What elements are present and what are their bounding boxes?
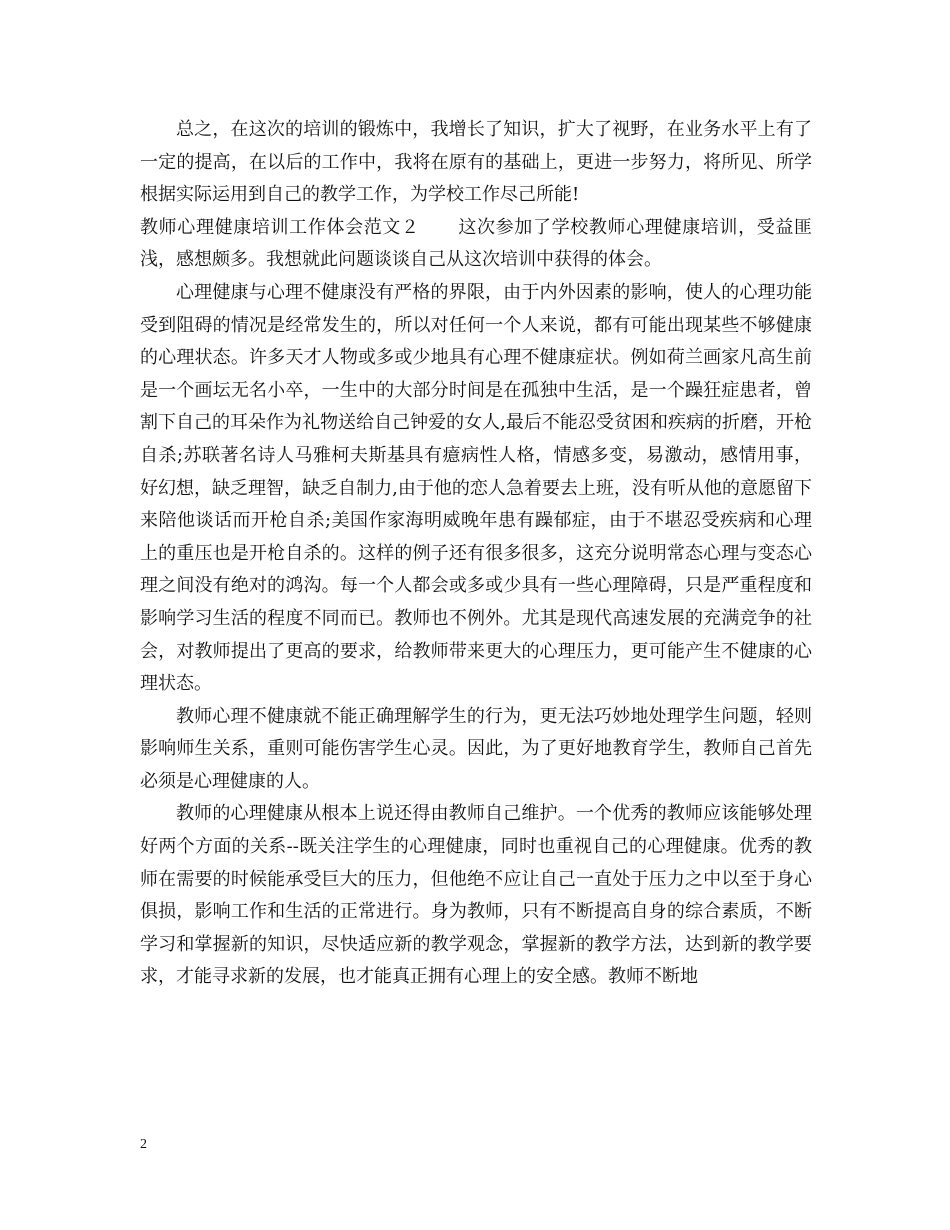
paragraph-teacher-impact: 教师心理不健康就不能正确理解学生的行为，更无法巧妙地处理学生问题，轻则影响师生关系，重则可能伤害学生心灵。因此，为了更好地教育学生，教师自己首先必须是心理健康的人。 <box>140 705 812 792</box>
section-title: 教师心理健康培训工作体会范文２ <box>140 216 420 238</box>
section-intro-text: 这次参加了学校教师心理健康培训，受益匪浅，感想颇多。我想就此问题谈谈自己从这次培训中获得的体会。 <box>140 216 813 271</box>
paragraph-mental-health-boundary: 心理健康与心理不健康没有严格的界限，由于内外因素的影响，使人的心理功能受到阻碍的情况是经常发生的，所以对任何一个人来说，都有可能出现某些不够健康的心理状态。许多天才人物或多或少地具有心理不健康症状。例如荷兰画家凡高生前是一个画坛无名小卒，一生中的大部分时间是在孤独中生活，是一个躁狂症患者，曾割下自己的耳朵作为礼物送给自己钟爱的女人,最后不能忍受贫困和疾病的折磨，开枪自杀;苏联著名诗人马雅柯夫斯基具有癔病性人格，情感多变，易激动，感情用事，好幻想，缺乏理智，缺乏自制力,由于他的恋人急着要去上班，没有听从他的意愿留下来陪他谈话而开枪自杀;美国作家海明威晚年患有躁郁症，由于不堪忍受疾病和心理上的重压也是开枪自杀的。这样的例子还有很多很多，这充分说明常态心理与变态心理之间没有绝对的鸿沟。每一个人都会或多或少具有一些心理障碍，只是严重程度和影响学习生活的程度不同而已。教师也不例外。尤其是现代高速发展的充满竞争的社会，对教师提出了更高的要求，给教师带来更大的心理压力，更可能产生不健康的心理状态。 <box>140 281 812 695</box>
paragraph-conclusion: 总之，在这次的培训的锻炼中，我增长了知识，扩大了视野，在业务水平上有了一定的提高，在以后的工作中，我将在原有的基础上，更进一步努力，将所见、所学根据实际运用到自己的教学工作，为学校工作尽己所能! <box>140 119 812 206</box>
paragraph-self-maintenance: 教师的心理健康从根本上说还得由教师自己维护。一个优秀的教师应该能够处理好两个方面的关系--既关注学生的心理健康，同时也重视自己的心理健康。优秀的教师在需要的时候能承受巨大的压力，但他绝不应让自己一直处于压力之中以至于身心俱损，影响工作和生活的正常进行。身为教师，只有不断提高自身的综合素质，不断学习和掌握新的知识，尽快适应新的教学观念，掌握新的教学方法，达到新的教学要求，才能寻求新的发展，也才能真正拥有心理上的安全感。教师不断地 <box>140 803 812 988</box>
paragraph-section-2-intro <box>140 212 812 277</box>
page-number: 2 <box>140 1137 147 1152</box>
document-body <box>140 114 812 994</box>
